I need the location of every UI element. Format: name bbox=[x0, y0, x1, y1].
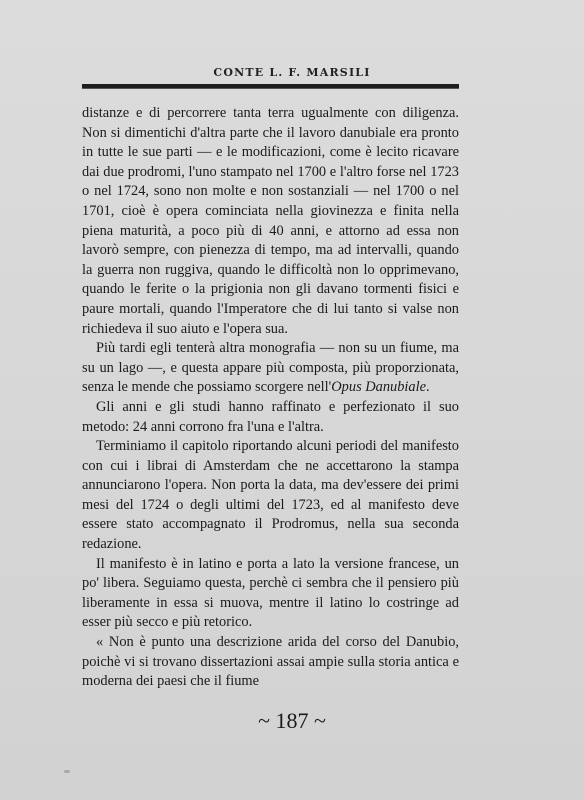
header-rule bbox=[82, 84, 459, 89]
paragraph-2 bbox=[82, 339, 459, 398]
paragraph-3-text: Gli anni e gli studi hanno raffinato e perfezionato il suo metodo: 24 anni corrono fra l'una e l'altra. bbox=[82, 398, 459, 435]
running-head: CONTE L. F. MARSILI bbox=[213, 66, 371, 79]
paragraph-5 bbox=[82, 555, 459, 633]
paragraph-5-text: Il manifesto è in latino e porta a lato la versione francese, un po' libera. Seguiamo questa, perchè ci sembra che il pensiero più liberamente in essa si muova, mentre il latino lo costringe ad esser più secco e più retorico. bbox=[82, 555, 459, 631]
paragraph-2-text-end: . bbox=[426, 379, 430, 396]
paper-speck bbox=[64, 770, 70, 773]
body-text bbox=[82, 104, 459, 692]
paragraph-1 bbox=[82, 104, 459, 339]
page-number: ~ 187 ~ bbox=[258, 708, 326, 733]
paragraph-2-italic-title: Opus Danubiale bbox=[331, 379, 427, 396]
paragraph-4-text: Terminiamo il capitolo riportando alcuni periodi del manifesto con cui i librai di Amsterdam che ne accettarono la stampa annunciarono l'opera. Non porta la data, ma dev'essere dei primi mesi del 1724 o degli ultimi del 1723, ed al manifesto deve essere stato accompagnato il Prodromus, nella sua seconda redazione. bbox=[82, 438, 459, 553]
paragraph-1-text: distanze e di percorrere tanta terra ugualmente con diligenza. Non si dimentichi d'altra parte che il lavoro danubiale era pronto in tutte le sue parti — e le modificazioni, come è lecito ricavare dai due prodromi, l'uno stampato nel 1700 e l'altro forse nel 1723 o nel 1724, sono non molte e non sostanziali — nel 1700 o nel 1701, cioè è opera cominciata nella giovinezza e finita nella piena maturità, a poco più di 40 anni, e attorno ad essa non lavorò sempre, con pienezza di tempo, ma ad intervalli, quando la guerra non ruggiva, quando le difficoltà non lo opprimevano, quando le ferite o la prigionia non gli davano tormenti fisici e paure mortali, quando l'Imperatore che di lui tanto si valse non richiedeva il suo aiuto e l'opera sua. bbox=[82, 105, 459, 337]
paragraph-6-text: « Non è punto una descrizione arida del corso del Danubio, poichè vi si trovano dissertazioni assai ampie sulla storia antica e moderna dei paesi che il fiume bbox=[82, 634, 459, 690]
paragraph-2-text: Più tardi egli tenterà altra monografia — non su un fiume, ma su un lago —, e questa appare più composta, più proporzionata, senza le mende che possiamo scorgere nell' bbox=[82, 340, 459, 396]
paragraph-4 bbox=[82, 437, 459, 555]
paragraph-6 bbox=[82, 633, 459, 692]
paragraph-3 bbox=[82, 398, 459, 437]
